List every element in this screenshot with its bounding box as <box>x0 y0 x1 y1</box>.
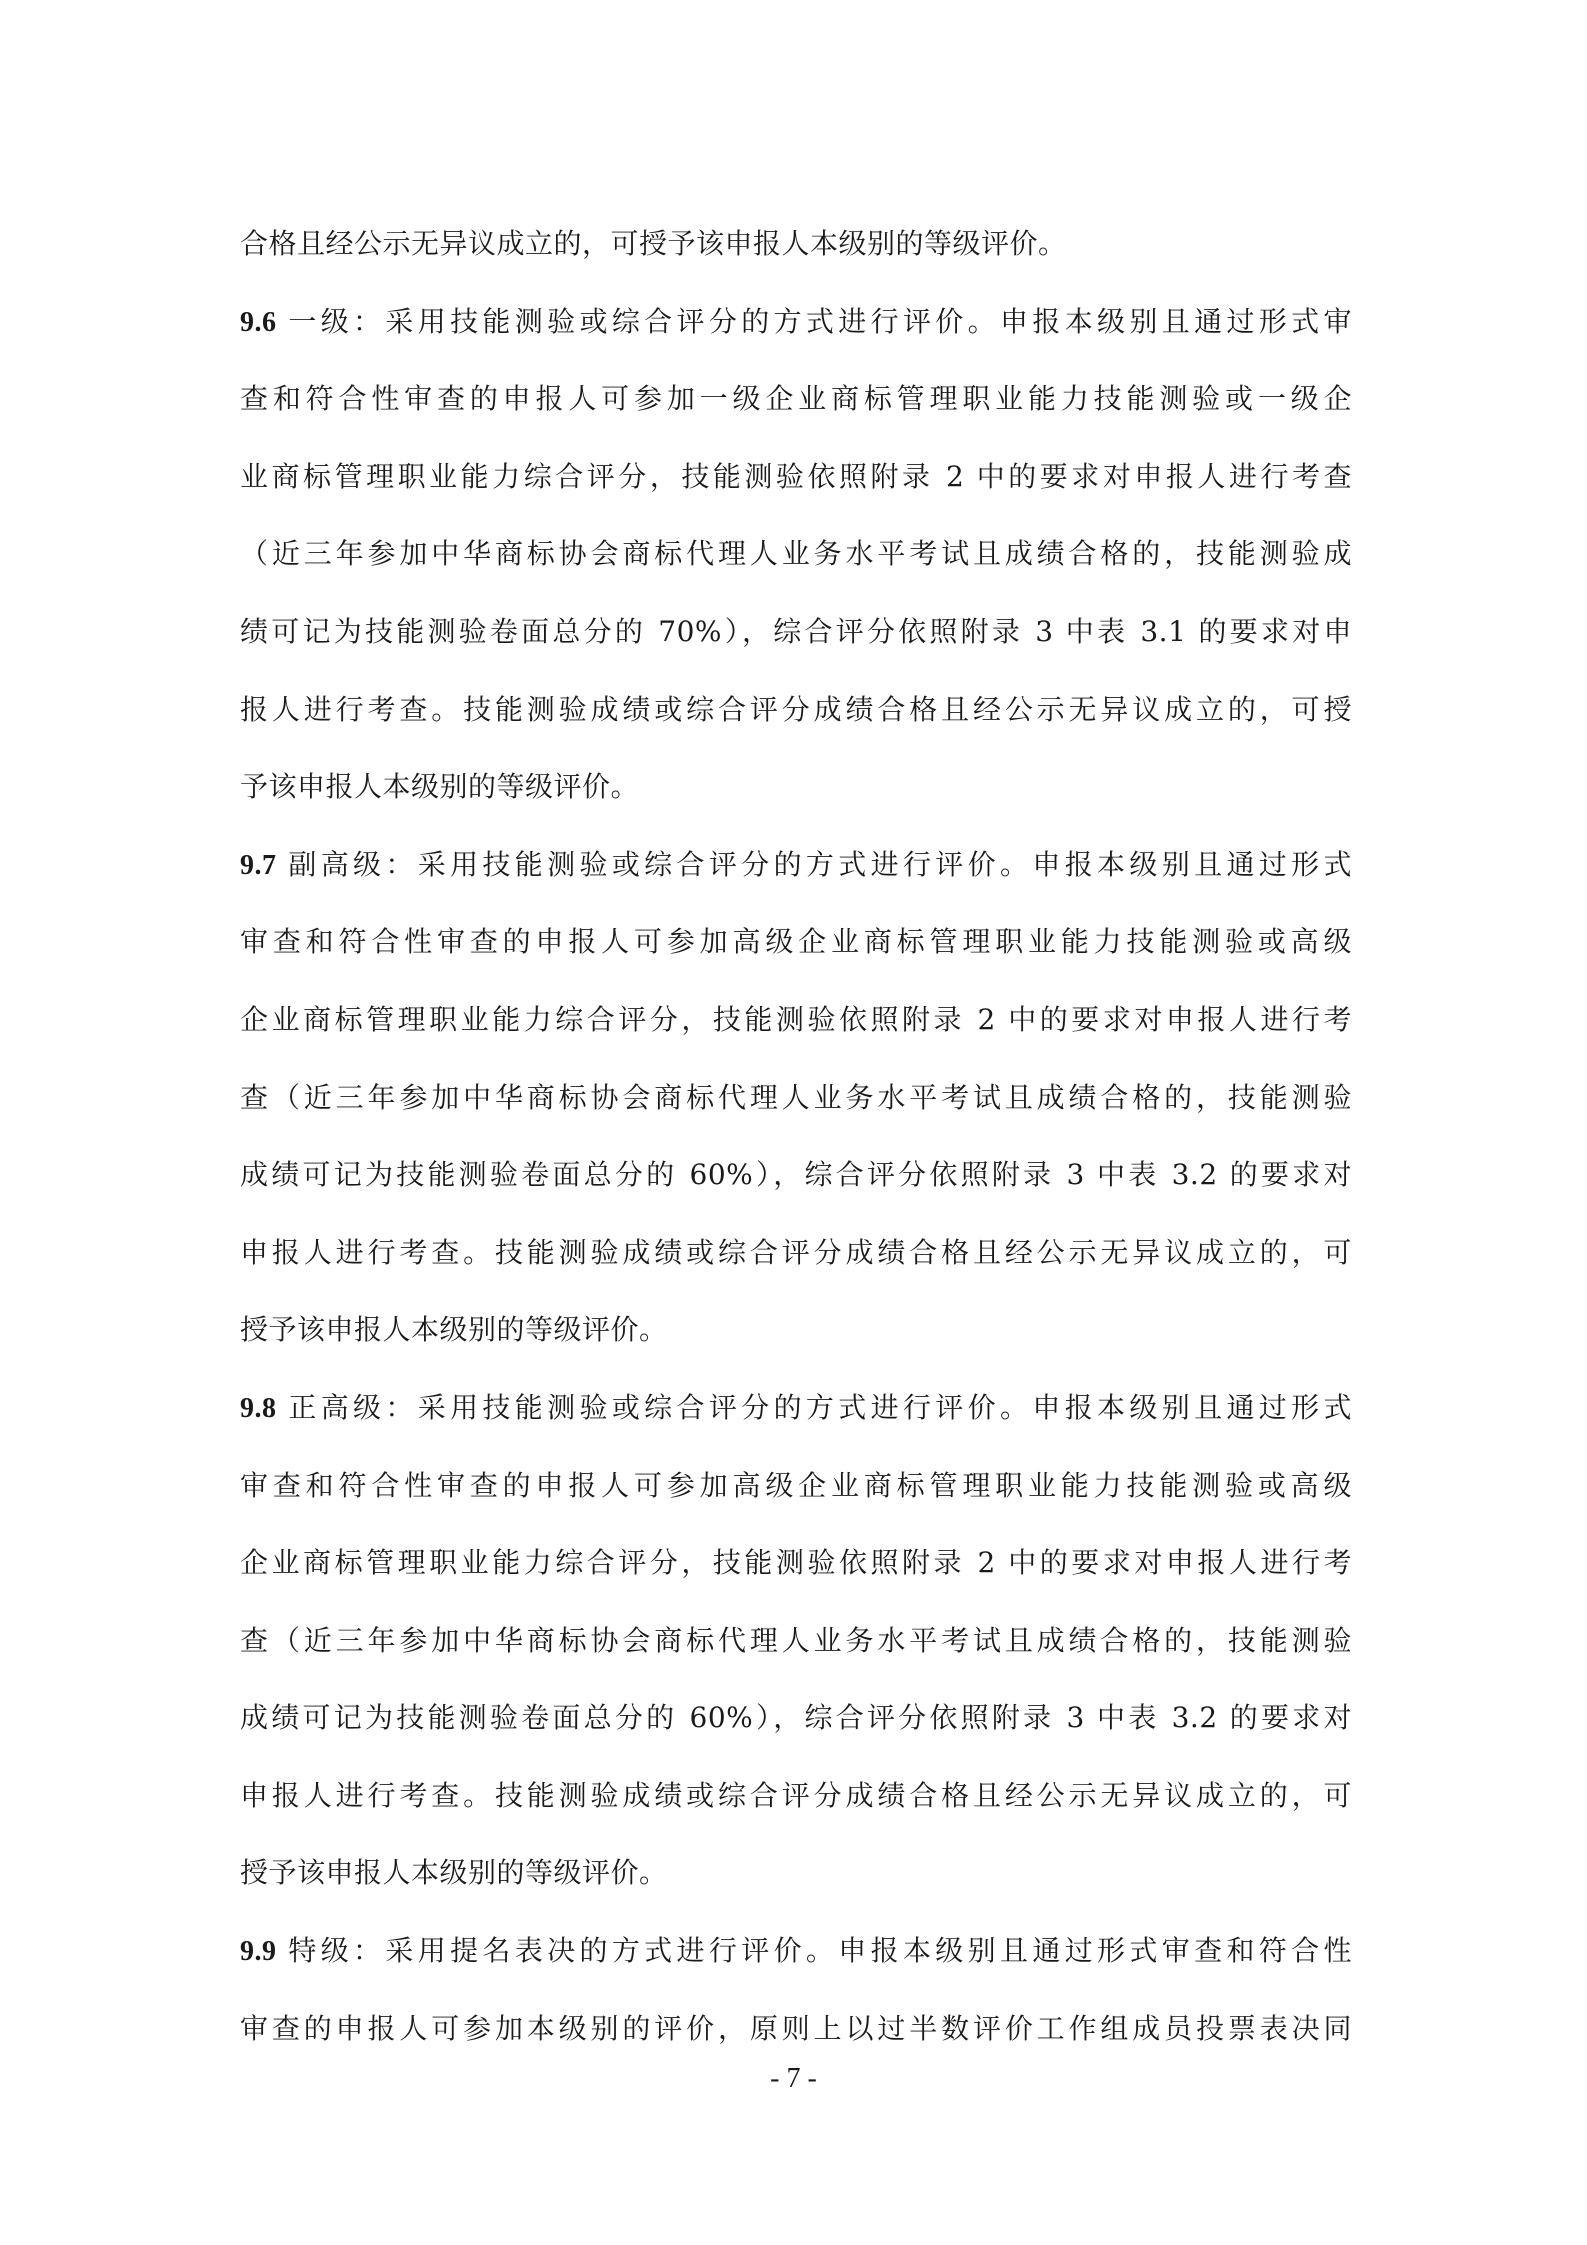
line-text: 审查的申报人可参加本级别的评价，原则上以过半数评价工作组成员投票表决同 <box>240 2011 1352 2045</box>
text-line <box>240 1602 1352 1680</box>
text-line <box>240 1990 1352 2068</box>
line-text: 企业商标管理职业能力综合评分，技能测验依照附录 2 中的要求对申报人进行考 <box>240 1546 1352 1580</box>
line-text: 审查和符合性审查的申报人可参加高级企业商标管理职业能力技能测验或高级 <box>240 1468 1352 1502</box>
text-line <box>240 1369 1352 1447</box>
text-line <box>240 1291 1352 1369</box>
text-line <box>240 671 1352 749</box>
line-text: 正高级：采用技能测验或综合评分的方式进行评价。申报本级别且通过形式 <box>284 1390 1352 1424</box>
line-text: （近三年参加中华商标协会商标代理人业务水平考试且成绩合格的，技能测验成 <box>240 537 1352 571</box>
text-line <box>240 1912 1352 1990</box>
text-line <box>240 283 1352 361</box>
text-line <box>240 1059 1352 1137</box>
clause-number: 9.7 <box>240 849 277 881</box>
page-number: - 7 - <box>770 2063 817 2094</box>
line-text: 一级：采用技能测验或综合评分的方式进行评价。申报本级别且通过形式审 <box>284 304 1352 338</box>
line-text: 申报人进行考查。技能测验成绩或综合评分成绩合格且经公示无异议成立的，可 <box>240 1235 1352 1269</box>
line-text: 授予该申报人本级别的等级评价。 <box>240 1856 668 1890</box>
clause-number: 9.6 <box>240 306 277 338</box>
text-line <box>240 1679 1352 1757</box>
text-line <box>240 593 1352 671</box>
text-line <box>240 1214 1352 1292</box>
text-line <box>240 515 1352 593</box>
text-line <box>240 360 1352 438</box>
text-line <box>240 748 1352 826</box>
line-text: 申报人进行考查。技能测验成绩或综合评分成绩合格且经公示无异议成立的，可 <box>240 1778 1352 1812</box>
text-line <box>240 903 1352 981</box>
line-text: 予该申报人本级别的等级评价。 <box>240 770 640 804</box>
text-line <box>240 1447 1352 1525</box>
line-text: 绩可记为技能测验卷面总分的 70%），综合评分依照附录 3 中表 3.1 的要求对申 <box>240 614 1352 648</box>
clause-number: 9.9 <box>240 1936 277 1968</box>
clause-number: 9.8 <box>240 1392 277 1424</box>
line-text: 副高级：采用技能测验或综合评分的方式进行评价。申报本级别且通过形式 <box>284 847 1352 881</box>
line-text: 报人进行考查。技能测验成绩或综合评分成绩合格且经公示无异议成立的，可授 <box>240 692 1352 726</box>
body-text <box>240 205 1352 2067</box>
line-text: 审查和符合性审查的申报人可参加高级企业商标管理职业能力技能测验或高级 <box>240 925 1352 959</box>
line-text: 查（近三年参加中华商标协会商标代理人业务水平考试且成绩合格的，技能测验 <box>240 1623 1352 1657</box>
line-text: 授予该申报人本级别的等级评价。 <box>240 1313 668 1347</box>
line-text: 企业商标管理职业能力综合评分，技能测验依照附录 2 中的要求对申报人进行考 <box>240 1002 1352 1036</box>
line-text: 查和符合性审查的申报人可参加一级企业商标管理职业能力技能测验或一级企 <box>240 382 1352 416</box>
text-line <box>240 1524 1352 1602</box>
line-text: 成绩可记为技能测验卷面总分的 60%），综合评分依照附录 3 中表 3.2 的要求对 <box>240 1701 1352 1735</box>
line-text: 特级：采用提名表决的方式进行评价。申报本级别且通过形式审查和符合性 <box>284 1934 1352 1968</box>
text-line <box>240 1757 1352 1835</box>
line-text: 合格且经公示无异议成立的，可授予该申报人本级别的等级评价。 <box>240 227 1067 260</box>
line-text: 查（近三年参加中华商标协会商标代理人业务水平考试且成绩合格的，技能测验 <box>240 1080 1352 1114</box>
line-text: 业商标管理职业能力综合评分，技能测验依照附录 2 中的要求对申报人进行考查 <box>240 459 1352 493</box>
text-line <box>240 826 1352 904</box>
text-line <box>240 205 1352 283</box>
text-line <box>240 981 1352 1059</box>
text-line <box>240 438 1352 516</box>
text-line <box>240 1834 1352 1912</box>
text-line <box>240 1136 1352 1214</box>
line-text: 成绩可记为技能测验卷面总分的 60%），综合评分依照附录 3 中表 3.2 的要求对 <box>240 1158 1352 1192</box>
